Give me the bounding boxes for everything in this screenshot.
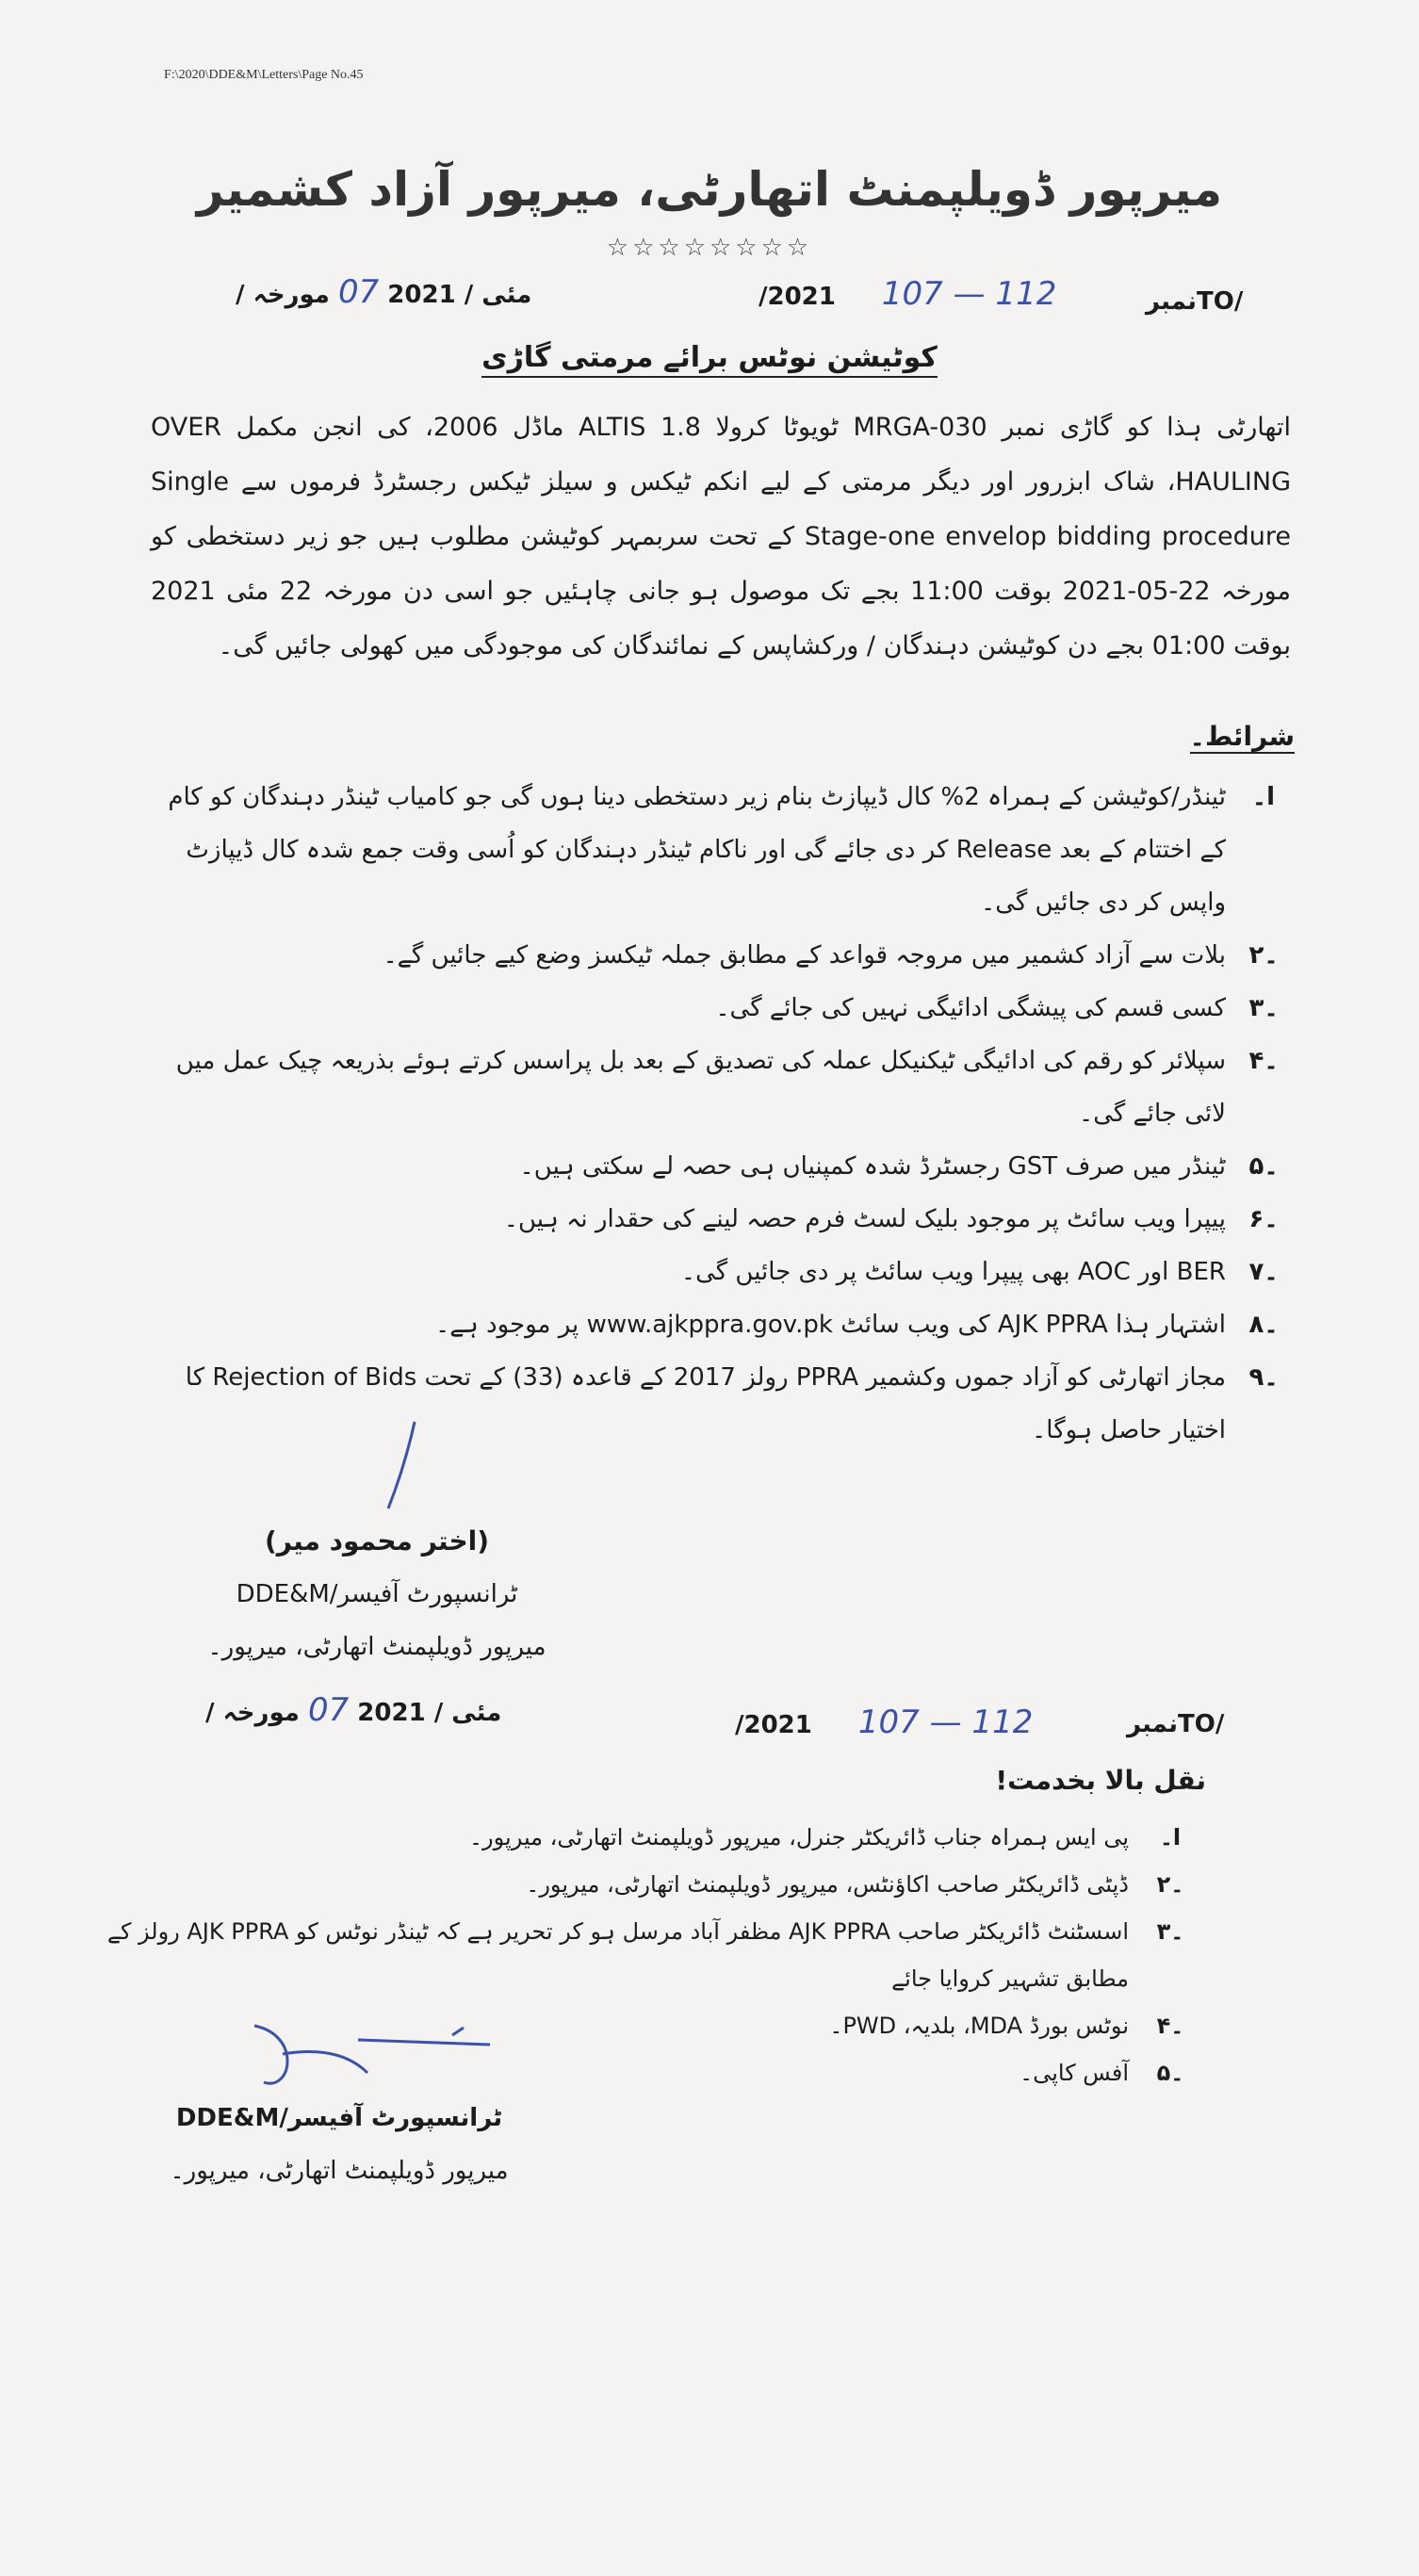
- ref-number-label-top: نمبرTO/: [1146, 287, 1244, 316]
- number-handwritten: 107 — 112: [881, 275, 1057, 313]
- file-path: F:\2020\DDE&M\Letters\Page No.45: [164, 68, 364, 82]
- copy-number: ۵۔: [1156, 2060, 1184, 2086]
- condition-item: [142, 929, 1301, 982]
- condition-item: [142, 1140, 1301, 1193]
- condition-number: ۳۔: [1248, 994, 1279, 1022]
- signatory-designation: ٹرانسپورٹ آفیسر/DDE&M: [236, 1580, 518, 1608]
- ref-date-top: [236, 273, 531, 311]
- decorative-stars: ☆☆☆☆☆☆☆☆: [606, 234, 813, 262]
- copy-to-heading: نقل بالا بخدمت!: [995, 1765, 1206, 1796]
- condition-item: [142, 1035, 1301, 1140]
- subject-text: کوٹیشن نوٹس برائے مرمتی گاڑی: [481, 341, 938, 378]
- signatory2-office: میرپور ڈویلپمنٹ اتھارٹی، میرپور۔: [170, 2157, 509, 2185]
- condition-text: ٹینڈر میں صرف GST رجسٹرڈ شدہ کمپنیاں ہی حصہ لے سکتی ہیں۔: [519, 1152, 1226, 1181]
- copy-number: ۲۔: [1156, 1871, 1184, 1898]
- condition-number: ۹۔: [1248, 1363, 1279, 1392]
- condition-number: ۲۔: [1248, 941, 1279, 970]
- signatory2-designation: ٹرانسپورٹ آفیسر/DDE&M: [175, 2104, 503, 2132]
- copy-number: ا۔: [1159, 1824, 1182, 1850]
- conditions-list: [142, 771, 1301, 1457]
- copy-text: پی ایس ہمراہ جناب ڈائریکٹر جنرل، میرپور ڈویلپمنٹ اتھارٹی، میرپور۔: [468, 1824, 1129, 1850]
- condition-item: [142, 1193, 1301, 1246]
- condition-number: ۷۔: [1248, 1258, 1279, 1286]
- copy-item: [53, 1814, 1212, 1861]
- subject-heading: [0, 341, 1419, 374]
- signatory-name: (اختر محمود میر): [264, 1525, 490, 1557]
- condition-number: ۶۔: [1248, 1205, 1279, 1233]
- copy-text: ڈپٹی ڈائریکٹر صاحب اکاؤنٹس، میرپور ڈویلپمنٹ اتھارٹی، میرپور۔: [526, 1871, 1129, 1898]
- condition-text: ٹینڈر/کوٹیشن کے ہمراہ 2% کال ڈیپازٹ بنام زیر دستخطی دینا ہوں گی جو کامیاب ٹینڈر دہندگان کو کام کے اختتام کے بعد Release کر دی جائے گی اور ناکام ٹینڈر دہندگان کو اُسی وقت جمع شدہ کال ڈیپازٹ واپس کر دی جائیں گی۔: [168, 783, 1226, 917]
- copy-text: نوٹس بورڈ MDA، بلدیہ، PWD۔: [829, 2013, 1129, 2039]
- condition-text: بلات سے آزاد کشمیر میں مروجہ قواعد کے مطابق جملہ ٹیکسز وضع کیے جائیں گے۔: [383, 941, 1226, 970]
- ref-number-bottom: [735, 1704, 1070, 1741]
- authority-title: میرپور ڈویلپمنٹ اتھارٹی، میرپور آزاد کشمیر: [196, 162, 1223, 217]
- copy-text: اسسٹنٹ ڈائریکٹر صاحب AJK PPRA مظفر آباد مرسل ہو کر تحریر ہے کہ ٹینڈر نوٹس کو AJK PPRA رولز کے مطابق تشہیر کروایا جائے: [106, 1918, 1129, 1992]
- ref-number-label-bottom: نمبرTO/: [1127, 1710, 1225, 1738]
- copy-text: آفس کاپی۔: [1019, 2060, 1129, 2086]
- ref-number-top: [758, 275, 1094, 313]
- condition-text: پیپرا ویب سائٹ پر موجود بلیک لسٹ فرم حصہ لینے کی حقدار نہ ہیں۔: [503, 1205, 1226, 1233]
- ref-date-bottom: [205, 1691, 501, 1729]
- condition-number: ا۔: [1251, 783, 1276, 811]
- signature-stroke: [377, 1418, 433, 1512]
- date-day-handwritten: 07: [337, 273, 380, 311]
- condition-text: سپلائر کو رقم کی ادائیگی ٹیکنیکل عملہ کی تصدیق کے بعد بل پراسس کرتے ہوئے بذریعہ چیک عمل میں لائی جائے گی۔: [175, 1047, 1226, 1128]
- condition-text: کسی قسم کی پیشگی ادائیگی نہیں کی جائے گی۔: [715, 994, 1226, 1022]
- signatory2-block: [160, 2092, 518, 2197]
- number-year: /2021: [735, 1711, 812, 1739]
- condition-text: BER اور AOC بھی پیپرا ویب سائٹ پر دی جائیں گی۔: [680, 1258, 1226, 1286]
- conditions-heading: شرائط۔: [1189, 721, 1295, 752]
- signatory-office: میرپور ڈویلپمنٹ اتھارٹی، میرپور۔: [207, 1633, 546, 1661]
- signature-scribble: [226, 2016, 509, 2101]
- condition-text: اشتہار ہذا AJK PPRA کی ویب سائٹ www.ajkppra.gov.pk پر موجود ہے۔: [435, 1311, 1226, 1339]
- copy-item: [53, 1861, 1212, 1908]
- copy-item: [53, 1908, 1212, 2002]
- condition-number: ۸۔: [1248, 1311, 1279, 1339]
- condition-number: ۴۔: [1248, 1047, 1279, 1075]
- date-rest: / مئی / 2021: [205, 1699, 502, 1727]
- copy-number: ۴۔: [1156, 2013, 1184, 2039]
- condition-item: [142, 1351, 1301, 1457]
- date-label: مورخہ: [222, 1699, 300, 1727]
- date-label: مورخہ: [253, 281, 330, 309]
- number-handwritten: 107 — 112: [857, 1704, 1034, 1741]
- condition-item: [142, 771, 1301, 929]
- number-year: /2021: [758, 283, 836, 311]
- condition-item: [142, 1246, 1301, 1298]
- date-rest: / مئی / 2021: [236, 281, 532, 309]
- condition-number: ۵۔: [1248, 1152, 1279, 1181]
- date-day-handwritten: 07: [307, 1691, 350, 1729]
- condition-item: [142, 982, 1301, 1035]
- copy-number: ۳۔: [1156, 1918, 1184, 1945]
- signatory-block: [188, 1515, 565, 1673]
- body-paragraph: اتھارٹی ہذا کو گاڑی نمبر MRGA-030 ٹویوٹا کرولا ALTIS 1.8 ماڈل 2006، کی انجن مکمل OVER HAULING، شاک ابزرور اور دیگر مرمتی کے لیے انکم ٹیکس و سیلز ٹیکس رجسٹرڈ فرموں سے Single Stage-one envelop bidding procedure کے تحت سربمہر کوٹیشن مطلوب ہیں جو زیر دستخطی کو مورخہ 22-05-2021 بوقت 11:00 بجے تک موصول ہو جانی چاہئیں جو اسی دن مورخہ 22 مئی 2021 بوقت 01:00 بجے دن کوٹیشن دہندگان / ورکشاپس کے نمائندگان کی موجودگی میں کھولی جائیں گی۔: [151, 413, 1292, 660]
- condition-item: [142, 1298, 1301, 1351]
- condition-text: مجاز اتھارٹی کو آزاد جموں وکشمیر PPRA رولز 2017 کے قاعدہ (33) کے تحت Rejection of Bids کا اختیار حاصل ہوگا۔: [185, 1363, 1226, 1444]
